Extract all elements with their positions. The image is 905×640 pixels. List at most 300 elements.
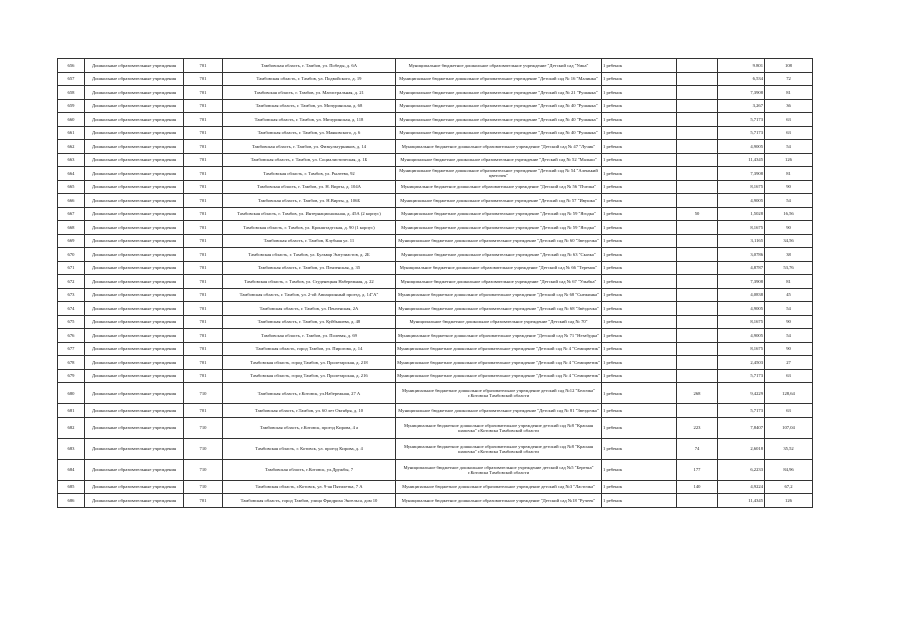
capacity-value-cell: 81 xyxy=(765,167,813,181)
institution-type-cell: Дошкольные образовательные учреждения xyxy=(85,383,184,404)
table-body xyxy=(58,59,813,508)
address-cell: Тамбовская область, г. Тамбов, ул. Мичуринская, д. 118 xyxy=(223,113,396,127)
organization-name-cell: Муниципальное бюджетное дошкольное образовательное учреждение "Детский сад № 67 "Улыбка" xyxy=(396,275,602,289)
table-row xyxy=(58,315,813,329)
unit-cell: 1 ребенок xyxy=(602,417,677,438)
area-value-cell: 8,1675 xyxy=(718,221,765,235)
unit-cell: 1 ребенок xyxy=(602,261,677,275)
area-value-cell: 5,7173 xyxy=(718,126,765,140)
organization-name-cell: Муниципальное бюджетное дошкольное образовательное учреждение "Детский сад № 57 "Ивушка" xyxy=(396,194,602,208)
unit-cell: 1 ребенок xyxy=(602,480,677,494)
unit-cell: 1 ребенок xyxy=(602,72,677,86)
area-value-cell: 2,4503 xyxy=(718,356,765,370)
row-number-cell: 680 xyxy=(58,383,85,404)
table-row xyxy=(58,113,813,127)
organization-name-cell: Муниципальное бюджетное дошкольное образовательное учреждение "Детский сад "Умка" xyxy=(396,59,602,73)
address-cell: Тамбовская область, г. Тамбов, ул. Физкультурников, д. 14 xyxy=(223,140,396,154)
unit-cell: 1 ребенок xyxy=(602,275,677,289)
budget-code-cell: 710 xyxy=(184,417,223,438)
address-cell: Тамбовская область, город Тамбов, ул. Пролетарская, д. 218 xyxy=(223,356,396,370)
address-cell: Тамбовская область, г. Тамбов, ул. Рылеева, 92 xyxy=(223,167,396,181)
capacity-value-cell: 16,56 xyxy=(765,207,813,221)
row-number-cell: 669 xyxy=(58,234,85,248)
area-value-cell: 7,8407 xyxy=(718,417,765,438)
row-number-cell: 679 xyxy=(58,369,85,383)
capacity-value-cell: 54 xyxy=(765,194,813,208)
count-cell xyxy=(677,261,718,275)
institution-type-cell: Дошкольные образовательные учреждения xyxy=(85,207,184,221)
institution-type-cell: Дошкольные образовательные учреждения xyxy=(85,404,184,418)
capacity-value-cell: 35,52 xyxy=(765,438,813,459)
table-row xyxy=(58,180,813,194)
unit-cell: 1 ребенок xyxy=(602,369,677,383)
row-number-cell: 683 xyxy=(58,438,85,459)
row-number-cell: 664 xyxy=(58,167,85,181)
institution-type-cell: Дошкольные образовательные учреждения xyxy=(85,113,184,127)
capacity-value-cell: 63 xyxy=(765,404,813,418)
organization-name-cell: Муниципальное бюджетное дошкольное образовательное учреждение "Детский сад № 40 "Рушанка" xyxy=(396,126,602,140)
row-number-cell: 659 xyxy=(58,99,85,113)
budget-code-cell: 701 xyxy=(184,356,223,370)
address-cell: Тамбовская область, г. Котовск, ул. проезд Кирова, д. 4 xyxy=(223,438,396,459)
organization-name-cell: Муниципальное бюджетное дошкольное образовательное учреждение детский сад №5 "Березка" г.Котовска Тамбовской области xyxy=(396,459,602,480)
organization-name-cell: Муниципальное бюджетное дошкольное образовательное учреждение "Детский сад № 68 "Звёздочка" xyxy=(396,302,602,316)
organization-name-cell: Муниципальное бюджетное дошкольное образовательное учреждение "Детский сад № 4 "Семицветик" xyxy=(396,356,602,370)
unit-cell: 1 ребенок xyxy=(602,234,677,248)
address-cell: Тамбовская область, г. Тамбов, ул. Куйбышева, д. 48 xyxy=(223,315,396,329)
budget-code-cell: 701 xyxy=(184,248,223,262)
area-value-cell: 2,6018 xyxy=(718,438,765,459)
budget-code-cell: 701 xyxy=(184,140,223,154)
capacity-value-cell: 38 xyxy=(765,248,813,262)
row-number-cell: 658 xyxy=(58,86,85,100)
budget-code-cell: 710 xyxy=(184,438,223,459)
row-number-cell: 667 xyxy=(58,207,85,221)
institution-type-cell: Дошкольные образовательные учреждения xyxy=(85,59,184,73)
count-cell xyxy=(677,113,718,127)
table-row xyxy=(58,126,813,140)
address-cell: Тамбовская область, г.Тамбов, ул. 60 лет Октября, д. 10 xyxy=(223,404,396,418)
budget-code-cell: 710 xyxy=(184,480,223,494)
institution-type-cell: Дошкольные образовательные учреждения xyxy=(85,221,184,235)
address-cell: Тамбовская область, город Тамбов, улица Фридриха Энгельса, дом 10 xyxy=(223,494,396,508)
row-number-cell: 661 xyxy=(58,126,85,140)
area-value-cell: 6,534 xyxy=(718,72,765,86)
count-cell xyxy=(677,86,718,100)
count-cell xyxy=(677,369,718,383)
area-value-cell: 8,1675 xyxy=(718,342,765,356)
area-value-cell: 11,4345 xyxy=(718,153,765,167)
capacity-value-cell: 45 xyxy=(765,288,813,302)
address-cell: Тамбовская область, г.Котовск, проезд Кирова, 4 а xyxy=(223,417,396,438)
table-row xyxy=(58,369,813,383)
unit-cell: 1 ребенок xyxy=(602,180,677,194)
area-value-cell: 4,9224 xyxy=(718,480,765,494)
organization-name-cell: Муниципальное бюджетное дошкольное образовательное учреждение "Детский сад № 16 "Малинка" xyxy=(396,72,602,86)
budget-code-cell: 701 xyxy=(184,72,223,86)
organization-name-cell: Муниципальное бюджетное дошкольное образовательное учреждение "Детский сад № 81 "Звездочка" xyxy=(396,404,602,418)
budget-code-cell: 701 xyxy=(184,288,223,302)
capacity-value-cell: 53,76 xyxy=(765,261,813,275)
count-cell xyxy=(677,194,718,208)
unit-cell: 1 ребенок xyxy=(602,248,677,262)
capacity-value-cell: 63 xyxy=(765,113,813,127)
area-value-cell: 7,3908 xyxy=(718,167,765,181)
capacity-value-cell: 81 xyxy=(765,86,813,100)
budget-code-cell: 701 xyxy=(184,494,223,508)
table-row xyxy=(58,480,813,494)
table-row xyxy=(58,248,813,262)
table-row xyxy=(58,140,813,154)
institution-type-cell: Дошкольные образовательные учреждения xyxy=(85,275,184,289)
address-cell: Тамбовская область, г. Тамбов, ул. Кронштадтская, д. 90 (1 корпус) xyxy=(223,221,396,235)
count-cell xyxy=(677,315,718,329)
budget-code-cell: 701 xyxy=(184,194,223,208)
area-value-cell: 4,8787 xyxy=(718,261,765,275)
organization-name-cell: Муниципальное бюджетное дошкольное образовательное учреждение "Детский сад № 54 "Аленький цветочек" xyxy=(396,167,602,181)
row-number-cell: 678 xyxy=(58,356,85,370)
address-cell: Тамбовская область, г. Тамбов, ул. Подвойского, д. 19 xyxy=(223,72,396,86)
address-cell: Тамбовская область, г.Котовск, ул.Дружбы, 7 xyxy=(223,459,396,480)
address-cell: Тамбовская область, г. Тамбов, ул. Интернациональная, д. 45А (2 корпус) xyxy=(223,207,396,221)
table-row xyxy=(58,167,813,181)
institution-type-cell: Дошкольные образовательные учреждения xyxy=(85,180,184,194)
address-cell: Тамбовская область, г.Котовск, ул. 9-ая Пятилетка, 7 А xyxy=(223,480,396,494)
count-cell xyxy=(677,404,718,418)
budget-code-cell: 701 xyxy=(184,369,223,383)
budget-code-cell: 701 xyxy=(184,275,223,289)
area-value-cell: 4,0838 xyxy=(718,288,765,302)
address-cell: Тамбовская область, город Тамбов, ул. Пролетарская, д. 216 xyxy=(223,369,396,383)
count-cell xyxy=(677,221,718,235)
address-cell: Тамбовская область, г. Тамбов, ул. Мичуринская, д. 68 xyxy=(223,99,396,113)
institution-type-cell: Дошкольные образовательные учреждения xyxy=(85,494,184,508)
count-cell xyxy=(677,342,718,356)
area-value-cell: 3,0786 xyxy=(718,248,765,262)
row-number-cell: 657 xyxy=(58,72,85,86)
area-value-cell: 4,9005 xyxy=(718,140,765,154)
capacity-value-cell: 90 xyxy=(765,342,813,356)
unit-cell: 1 ребенок xyxy=(602,86,677,100)
unit-cell: 1 ребенок xyxy=(602,207,677,221)
row-number-cell: 685 xyxy=(58,480,85,494)
address-cell: Тамбовская область, г. Тамбов, ул. Студенецкая Набережная, д. 22 xyxy=(223,275,396,289)
unit-cell: 1 ребенок xyxy=(602,329,677,343)
organization-name-cell: Муниципальное бюджетное дошкольное образовательное учреждение детский сад №12 "Белочка" г.Котовска Тамбовской области xyxy=(396,383,602,404)
budget-code-cell: 701 xyxy=(184,221,223,235)
address-cell: Тамбовская область, г. Тамбов, ул. Н. Вирты, д. 104А xyxy=(223,180,396,194)
capacity-value-cell: 107,04 xyxy=(765,417,813,438)
row-number-cell: 676 xyxy=(58,329,85,343)
budget-code-cell: 701 xyxy=(184,59,223,73)
unit-cell: 1 ребенок xyxy=(602,99,677,113)
organization-name-cell: Муниципальное бюджетное дошкольное образовательное учреждение "Детский сад № 47 "Лучик" xyxy=(396,140,602,154)
organization-name-cell: Муниципальное бюджетное дошкольное образовательное учреждение "Детский сад № 40 "Рушанка" xyxy=(396,99,602,113)
budget-code-cell: 701 xyxy=(184,404,223,418)
address-cell: Тамбовская область, г. Тамбов, ул. Пензенская, д. 35 xyxy=(223,261,396,275)
area-value-cell: 11,4345 xyxy=(718,494,765,508)
count-cell xyxy=(677,234,718,248)
count-cell xyxy=(677,126,718,140)
institution-type-cell: Дошкольные образовательные учреждения xyxy=(85,126,184,140)
row-number-cell: 663 xyxy=(58,153,85,167)
budget-code-cell: 701 xyxy=(184,234,223,248)
address-cell: Тамбовская область, г. Тамбов, ул. Маяковского, д. 6 xyxy=(223,126,396,140)
organization-name-cell: Муниципальное бюджетное дошкольное образовательное учреждение "Детский сад № 60 "Звездочка" xyxy=(396,234,602,248)
count-cell xyxy=(677,153,718,167)
budget-code-cell: 710 xyxy=(184,459,223,480)
capacity-value-cell: 126 xyxy=(765,153,813,167)
area-value-cell: 3,267 xyxy=(718,99,765,113)
count-cell xyxy=(677,167,718,181)
address-cell: Тамбовская область, г. Тамбов, ул. Пензенская, 2А xyxy=(223,302,396,316)
organization-name-cell: Муниципальное бюджетное дошкольное образовательное учреждение "Детский сад № 56 "Пчелка" xyxy=(396,180,602,194)
unit-cell: 1 ребенок xyxy=(602,59,677,73)
address-cell: Тамбовская область, г. Тамбов, ул. Бульвар Энтузиастов, д. 2Б xyxy=(223,248,396,262)
area-value-cell: 3,1165 xyxy=(718,234,765,248)
capacity-value-cell: 34,56 xyxy=(765,234,813,248)
table-row xyxy=(58,234,813,248)
unit-cell: 1 ребенок xyxy=(602,140,677,154)
institution-type-cell: Дошкольные образовательные учреждения xyxy=(85,234,184,248)
table-row xyxy=(58,207,813,221)
institution-type-cell: Дошкольные образовательные учреждения xyxy=(85,417,184,438)
table-row xyxy=(58,383,813,404)
institution-type-cell: Дошкольные образовательные учреждения xyxy=(85,369,184,383)
row-number-cell: 677 xyxy=(58,342,85,356)
row-number-cell: 660 xyxy=(58,113,85,127)
organization-name-cell: Муниципальное бюджетное дошкольное образовательное учреждение "Детский сад № 4 "Семицветик" xyxy=(396,369,602,383)
capacity-value-cell: 108 xyxy=(765,59,813,73)
table-row xyxy=(58,404,813,418)
budget-code-cell: 701 xyxy=(184,99,223,113)
budget-code-cell: 701 xyxy=(184,261,223,275)
count-cell xyxy=(677,356,718,370)
unit-cell: 1 ребенок xyxy=(602,288,677,302)
unit-cell: 1 ребенок xyxy=(602,315,677,329)
count-cell xyxy=(677,248,718,262)
capacity-value-cell: 54 xyxy=(765,140,813,154)
organization-name-cell: Муниципальное бюджетное дошкольное образовательное учреждение "Детский сад № 59 "Ягодка" xyxy=(396,207,602,221)
budget-code-cell: 701 xyxy=(184,153,223,167)
unit-cell: 1 ребенок xyxy=(602,404,677,418)
institution-type-cell: Дошкольные образовательные учреждения xyxy=(85,261,184,275)
unit-cell: 1 ребенок xyxy=(602,167,677,181)
budget-code-cell: 701 xyxy=(184,167,223,181)
unit-cell: 1 ребенок xyxy=(602,153,677,167)
organization-name-cell: Муниципальное бюджетное дошкольное образовательное учреждение "Детский сад № 70" xyxy=(396,315,602,329)
address-cell: Тамбовская область, г.Котовск, ул.Набережная, 27 А xyxy=(223,383,396,404)
capacity-value-cell: 54 xyxy=(765,329,813,343)
organization-name-cell: Муниципальное бюджетное дошкольное образовательное учреждение "Детский сад № 68 "Снежинка" xyxy=(396,288,602,302)
table-row xyxy=(58,99,813,113)
row-number-cell: 662 xyxy=(58,140,85,154)
unit-cell: 1 ребенок xyxy=(602,459,677,480)
capacity-value-cell: 81 xyxy=(765,275,813,289)
organization-name-cell: Муниципальное бюджетное дошкольное образовательное учреждение детский сад №8 "Красная шапочка" г.Котовска Тамбовской области xyxy=(396,417,602,438)
area-value-cell: 9,4229 xyxy=(718,383,765,404)
row-number-cell: 675 xyxy=(58,315,85,329)
area-value-cell: 5,7173 xyxy=(718,404,765,418)
row-number-cell: 670 xyxy=(58,248,85,262)
table-row xyxy=(58,417,813,438)
row-number-cell: 666 xyxy=(58,194,85,208)
organization-name-cell: Муниципальное бюджетное дошкольное образовательное учреждение "Детский сад № 63 "Сказка" xyxy=(396,248,602,262)
count-cell xyxy=(677,494,718,508)
capacity-value-cell: 67,2 xyxy=(765,480,813,494)
budget-code-cell: 701 xyxy=(184,302,223,316)
institution-type-cell: Дошкольные образовательные учреждения xyxy=(85,459,184,480)
address-cell: Тамбовская область, г. Тамбов, ул. Победы, д. 6А xyxy=(223,59,396,73)
table-row xyxy=(58,261,813,275)
institution-type-cell: Дошкольные образовательные учреждения xyxy=(85,86,184,100)
unit-cell: 1 ребенок xyxy=(602,383,677,404)
capacity-value-cell: 36 xyxy=(765,99,813,113)
capacity-value-cell: 54 xyxy=(765,302,813,316)
institution-type-cell: Дошкольные образовательные учреждения xyxy=(85,438,184,459)
table-row xyxy=(58,59,813,73)
count-cell: 177 xyxy=(677,459,718,480)
capacity-value-cell: 63 xyxy=(765,369,813,383)
row-number-cell: 681 xyxy=(58,404,85,418)
area-value-cell: 5,7173 xyxy=(718,113,765,127)
organization-name-cell: Муниципальное бюджетное дошкольное образовательное учреждение "Детский сад № 66 "Теремок" xyxy=(396,261,602,275)
capacity-value-cell: 84,96 xyxy=(765,459,813,480)
unit-cell: 1 ребенок xyxy=(602,494,677,508)
address-cell: Тамбовская область, г. Тамбов, ул. Н.Вирты, д. 106Б xyxy=(223,194,396,208)
area-value-cell: 4,9005 xyxy=(718,194,765,208)
unit-cell: 1 ребенок xyxy=(602,342,677,356)
row-number-cell: 684 xyxy=(58,459,85,480)
institution-type-cell: Дошкольные образовательные учреждения xyxy=(85,356,184,370)
table-row xyxy=(58,438,813,459)
count-cell: 140 xyxy=(677,480,718,494)
table-row xyxy=(58,153,813,167)
capacity-value-cell: 90 xyxy=(765,180,813,194)
organization-name-cell: Муниципальное бюджетное дошкольное образовательное учреждение детский сад №8 "Красная шапочка" г.Котовска Тамбовской области xyxy=(396,438,602,459)
count-cell xyxy=(677,288,718,302)
capacity-value-cell: 126 xyxy=(765,494,813,508)
organization-name-cell: Муниципальное бюджетное дошкольное образовательное учреждение "Детский сад № 59 "Ягодка" xyxy=(396,221,602,235)
table-row xyxy=(58,459,813,480)
data-table xyxy=(57,58,813,508)
unit-cell: 1 ребенок xyxy=(602,221,677,235)
row-number-cell: 668 xyxy=(58,221,85,235)
address-cell: Тамбовская область, г. Тамбов, ул. 2-ой Авиационный проезд, д. 14"А" xyxy=(223,288,396,302)
address-cell: Тамбовская область, г. Тамбов, ул. Полевая, д. 69 xyxy=(223,329,396,343)
institution-type-cell: Дошкольные образовательные учреждения xyxy=(85,248,184,262)
area-value-cell: 6,2233 xyxy=(718,459,765,480)
count-cell: 50 xyxy=(677,207,718,221)
institution-type-cell: Дошкольные образовательные учреждения xyxy=(85,167,184,181)
budget-code-cell: 701 xyxy=(184,126,223,140)
institution-type-cell: Дошкольные образовательные учреждения xyxy=(85,72,184,86)
area-value-cell: 1,5028 xyxy=(718,207,765,221)
organization-name-cell: Муниципальное бюджетное дошкольное образовательное учреждение "Детский сад № 21 "Рушанка" xyxy=(396,86,602,100)
budget-code-cell: 701 xyxy=(184,342,223,356)
budget-code-cell: 701 xyxy=(184,86,223,100)
capacity-value-cell: 90 xyxy=(765,315,813,329)
institution-type-cell: Дошкольные образовательные учреждения xyxy=(85,194,184,208)
budget-code-cell: 701 xyxy=(184,207,223,221)
organization-name-cell: Муниципальное бюджетное дошкольное образовательное учреждение детский сад №3 "Ласточка" xyxy=(396,480,602,494)
count-cell xyxy=(677,59,718,73)
row-number-cell: 665 xyxy=(58,180,85,194)
capacity-value-cell: 63 xyxy=(765,126,813,140)
address-cell: Тамбовская область, г. Тамбов, Клубная ул. 11 xyxy=(223,234,396,248)
budget-code-cell: 710 xyxy=(184,383,223,404)
count-cell xyxy=(677,140,718,154)
table-row xyxy=(58,302,813,316)
unit-cell: 1 ребенок xyxy=(602,126,677,140)
area-value-cell: 5,7173 xyxy=(718,369,765,383)
budget-code-cell: 701 xyxy=(184,180,223,194)
institution-type-cell: Дошкольные образовательные учреждения xyxy=(85,342,184,356)
capacity-value-cell: 128,64 xyxy=(765,383,813,404)
organization-name-cell: Муниципальное бюджетное дошкольное образовательное учреждение "Детский сад № 40 "Рушанка" xyxy=(396,113,602,127)
row-number-cell: 656 xyxy=(58,59,85,73)
table-row xyxy=(58,72,813,86)
unit-cell: 1 ребенок xyxy=(602,302,677,316)
capacity-value-cell: 72 xyxy=(765,72,813,86)
unit-cell: 1 ребенок xyxy=(602,356,677,370)
count-cell xyxy=(677,275,718,289)
count-cell xyxy=(677,329,718,343)
row-number-cell: 671 xyxy=(58,261,85,275)
area-value-cell: 8,1675 xyxy=(718,315,765,329)
budget-code-cell: 701 xyxy=(184,329,223,343)
address-cell: Тамбовская область, г. Тамбов, ул. Магистральная, д. 21 xyxy=(223,86,396,100)
table-row xyxy=(58,494,813,508)
organization-name-cell: Муниципальное бюджетное дошкольное образовательное учреждение "Детский сад №18 "Ручеек" xyxy=(396,494,602,508)
unit-cell: 1 ребенок xyxy=(602,194,677,208)
count-cell: 223 xyxy=(677,417,718,438)
institution-type-cell: Дошкольные образовательные учреждения xyxy=(85,140,184,154)
count-cell xyxy=(677,99,718,113)
address-cell: Тамбовская область, г. Тамбов, ул. Социалистическая, д. 1Б xyxy=(223,153,396,167)
count-cell: 268 xyxy=(677,383,718,404)
table-row xyxy=(58,194,813,208)
table-row xyxy=(58,329,813,343)
institution-type-cell: Дошкольные образовательные учреждения xyxy=(85,480,184,494)
budget-code-cell: 701 xyxy=(184,315,223,329)
organization-name-cell: Муниципальное бюджетное дошкольное образовательное учреждение "Детский сад № 71 "Незабудка" xyxy=(396,329,602,343)
unit-cell: 1 ребенок xyxy=(602,113,677,127)
table-row xyxy=(58,221,813,235)
row-number-cell: 672 xyxy=(58,275,85,289)
area-value-cell: 7,3908 xyxy=(718,275,765,289)
institution-type-cell: Дошкольные образовательные учреждения xyxy=(85,288,184,302)
institution-type-cell: Дошкольные образовательные учреждения xyxy=(85,99,184,113)
row-number-cell: 682 xyxy=(58,417,85,438)
area-value-cell: 4,9005 xyxy=(718,302,765,316)
count-cell xyxy=(677,302,718,316)
row-number-cell: 686 xyxy=(58,494,85,508)
row-number-cell: 674 xyxy=(58,302,85,316)
table-row xyxy=(58,356,813,370)
institution-type-cell: Дошкольные образовательные учреждения xyxy=(85,329,184,343)
table-row xyxy=(58,86,813,100)
table-row xyxy=(58,288,813,302)
organization-name-cell: Муниципальное бюджетное дошкольное образовательное учреждение "Детский сад № 52 "Малыш" xyxy=(396,153,602,167)
table-row xyxy=(58,342,813,356)
budget-code-cell: 701 xyxy=(184,113,223,127)
count-cell xyxy=(677,180,718,194)
capacity-value-cell: 27 xyxy=(765,356,813,370)
count-cell xyxy=(677,72,718,86)
institution-type-cell: Дошкольные образовательные учреждения xyxy=(85,153,184,167)
area-value-cell: 9.801 xyxy=(718,59,765,73)
